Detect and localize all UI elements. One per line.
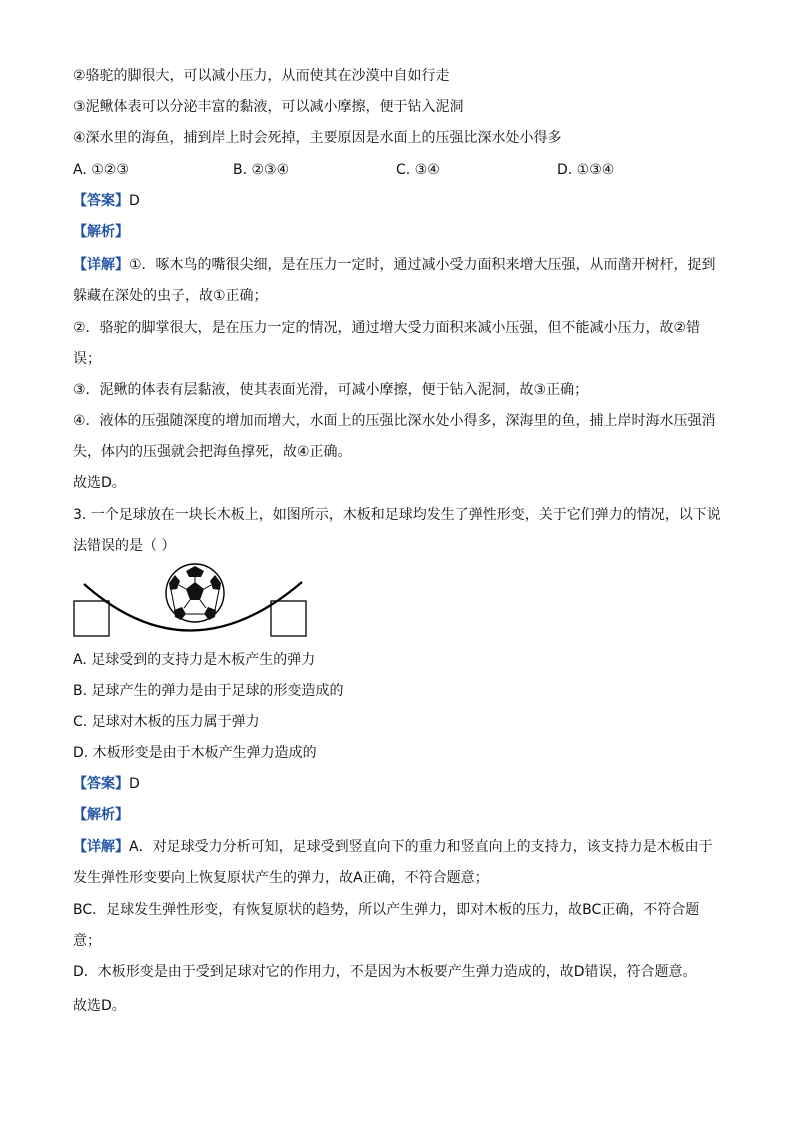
line-loach: ③泥鳅体表可以分泌丰富的黏液，可以减小摩擦，便于钻入泥洞: [73, 99, 464, 115]
q3-option-c: C. 足球对木板的压力属于弹力: [73, 714, 260, 730]
detail-text: ①．啄木鸟的嘴很尖细，是在压力一定时，通过减小受力面积来增大压强，从而凿开树杆，捉到: [129, 257, 716, 273]
q3-option-b: B. 足球产生的弹力是由于足球的形变造成的: [73, 683, 344, 699]
q2-option-a: A. ①②③: [73, 162, 129, 178]
q3-detail-line: BC．足球发生弹性形变，有恢复原状的趋势，所以产生弹力，即对木板的压力，故BC正确，不符合题: [73, 902, 700, 918]
answer-tag: 【答案】: [73, 193, 129, 209]
q2-option-c: C. ③④: [396, 162, 440, 178]
q2-detail-line: ③．泥鳅的体表有层黏液，使其表面光滑，可减小摩擦，便于钻入泥洞，故③正确；: [73, 382, 589, 398]
line-camel: ②骆驼的脚很大，可以减小压力，从而使其在沙漠中自如行走: [73, 68, 450, 84]
detail-tag: 【详解】: [73, 257, 129, 273]
q3-option-d: D. 木板形变是由于木板产生弹力造成的: [73, 745, 317, 761]
q2-option-b: B. ②③④: [233, 162, 290, 178]
q2-detail-line: ④．液体的压强随深度的增加而增大，水面上的压强比深水处小得多，深海里的鱼，捕上岸时海水压强消: [73, 413, 716, 429]
q2-detail-line: 失，体内的压强就会把海鱼撑死，故④正确。: [73, 444, 352, 460]
q3-analysis-tag: 【解析】: [73, 807, 129, 823]
q2-detail-line: 误；: [73, 351, 101, 367]
q2-conclusion: 故选D。: [73, 475, 126, 491]
q2-detail-line: [73, 255, 716, 275]
q3-conclusion: 故选D。: [73, 998, 126, 1014]
detail-text: A．对足球受力分析可知，足球受到竖直向下的重力和竖直向上的支持力，该支持力是木板由于: [129, 839, 713, 855]
q3-stem: 法错误的是（ ）: [73, 538, 176, 554]
q3-stem: 3. 一个足球放在一块长木板上，如图所示，木板和足球均发生了弹性形变，关于它们弹力的情况，以下说: [73, 507, 721, 523]
q2-detail-line: 躲藏在深处的虫子，故①正确；: [73, 288, 268, 304]
q3-option-a: A. 足球受到的支持力是木板产生的弹力: [73, 652, 316, 668]
answer-value: D: [129, 776, 140, 792]
q3-detail-line: 意；: [73, 933, 101, 949]
football-icon: [166, 564, 224, 622]
q3-answer: [73, 774, 140, 794]
line-deepsea-fish: ④深水里的海鱼，捕到岸上时会死掉，主要原因是水面上的压强比深水处小得多: [73, 130, 562, 146]
q2-answer: [73, 191, 140, 211]
q2-option-d: D. ①③④: [557, 162, 615, 178]
answer-value: D: [129, 193, 140, 209]
right-support-block: [271, 601, 306, 636]
football-on-board-figure: [72, 563, 312, 639]
q3-detail-line: [73, 837, 713, 857]
q3-detail-line: D．木板形变是由于受到足球对它的作用力，不是因为木板要产生弹力造成的，故D错误，符合题意。: [73, 964, 697, 980]
left-support-block: [74, 601, 109, 636]
detail-tag: 【详解】: [73, 839, 129, 855]
q3-detail-line: 发生弹性形变要向上恢复原状产生的弹力，故A正确，不符合题意；: [73, 870, 489, 886]
q2-analysis-tag: 【解析】: [73, 224, 129, 240]
answer-tag: 【答案】: [73, 776, 129, 792]
q2-detail-line: ②．骆驼的脚掌很大，是在压力一定的情况，通过增大受力面积来减小压强，但不能减小压力，故②错: [73, 320, 701, 336]
